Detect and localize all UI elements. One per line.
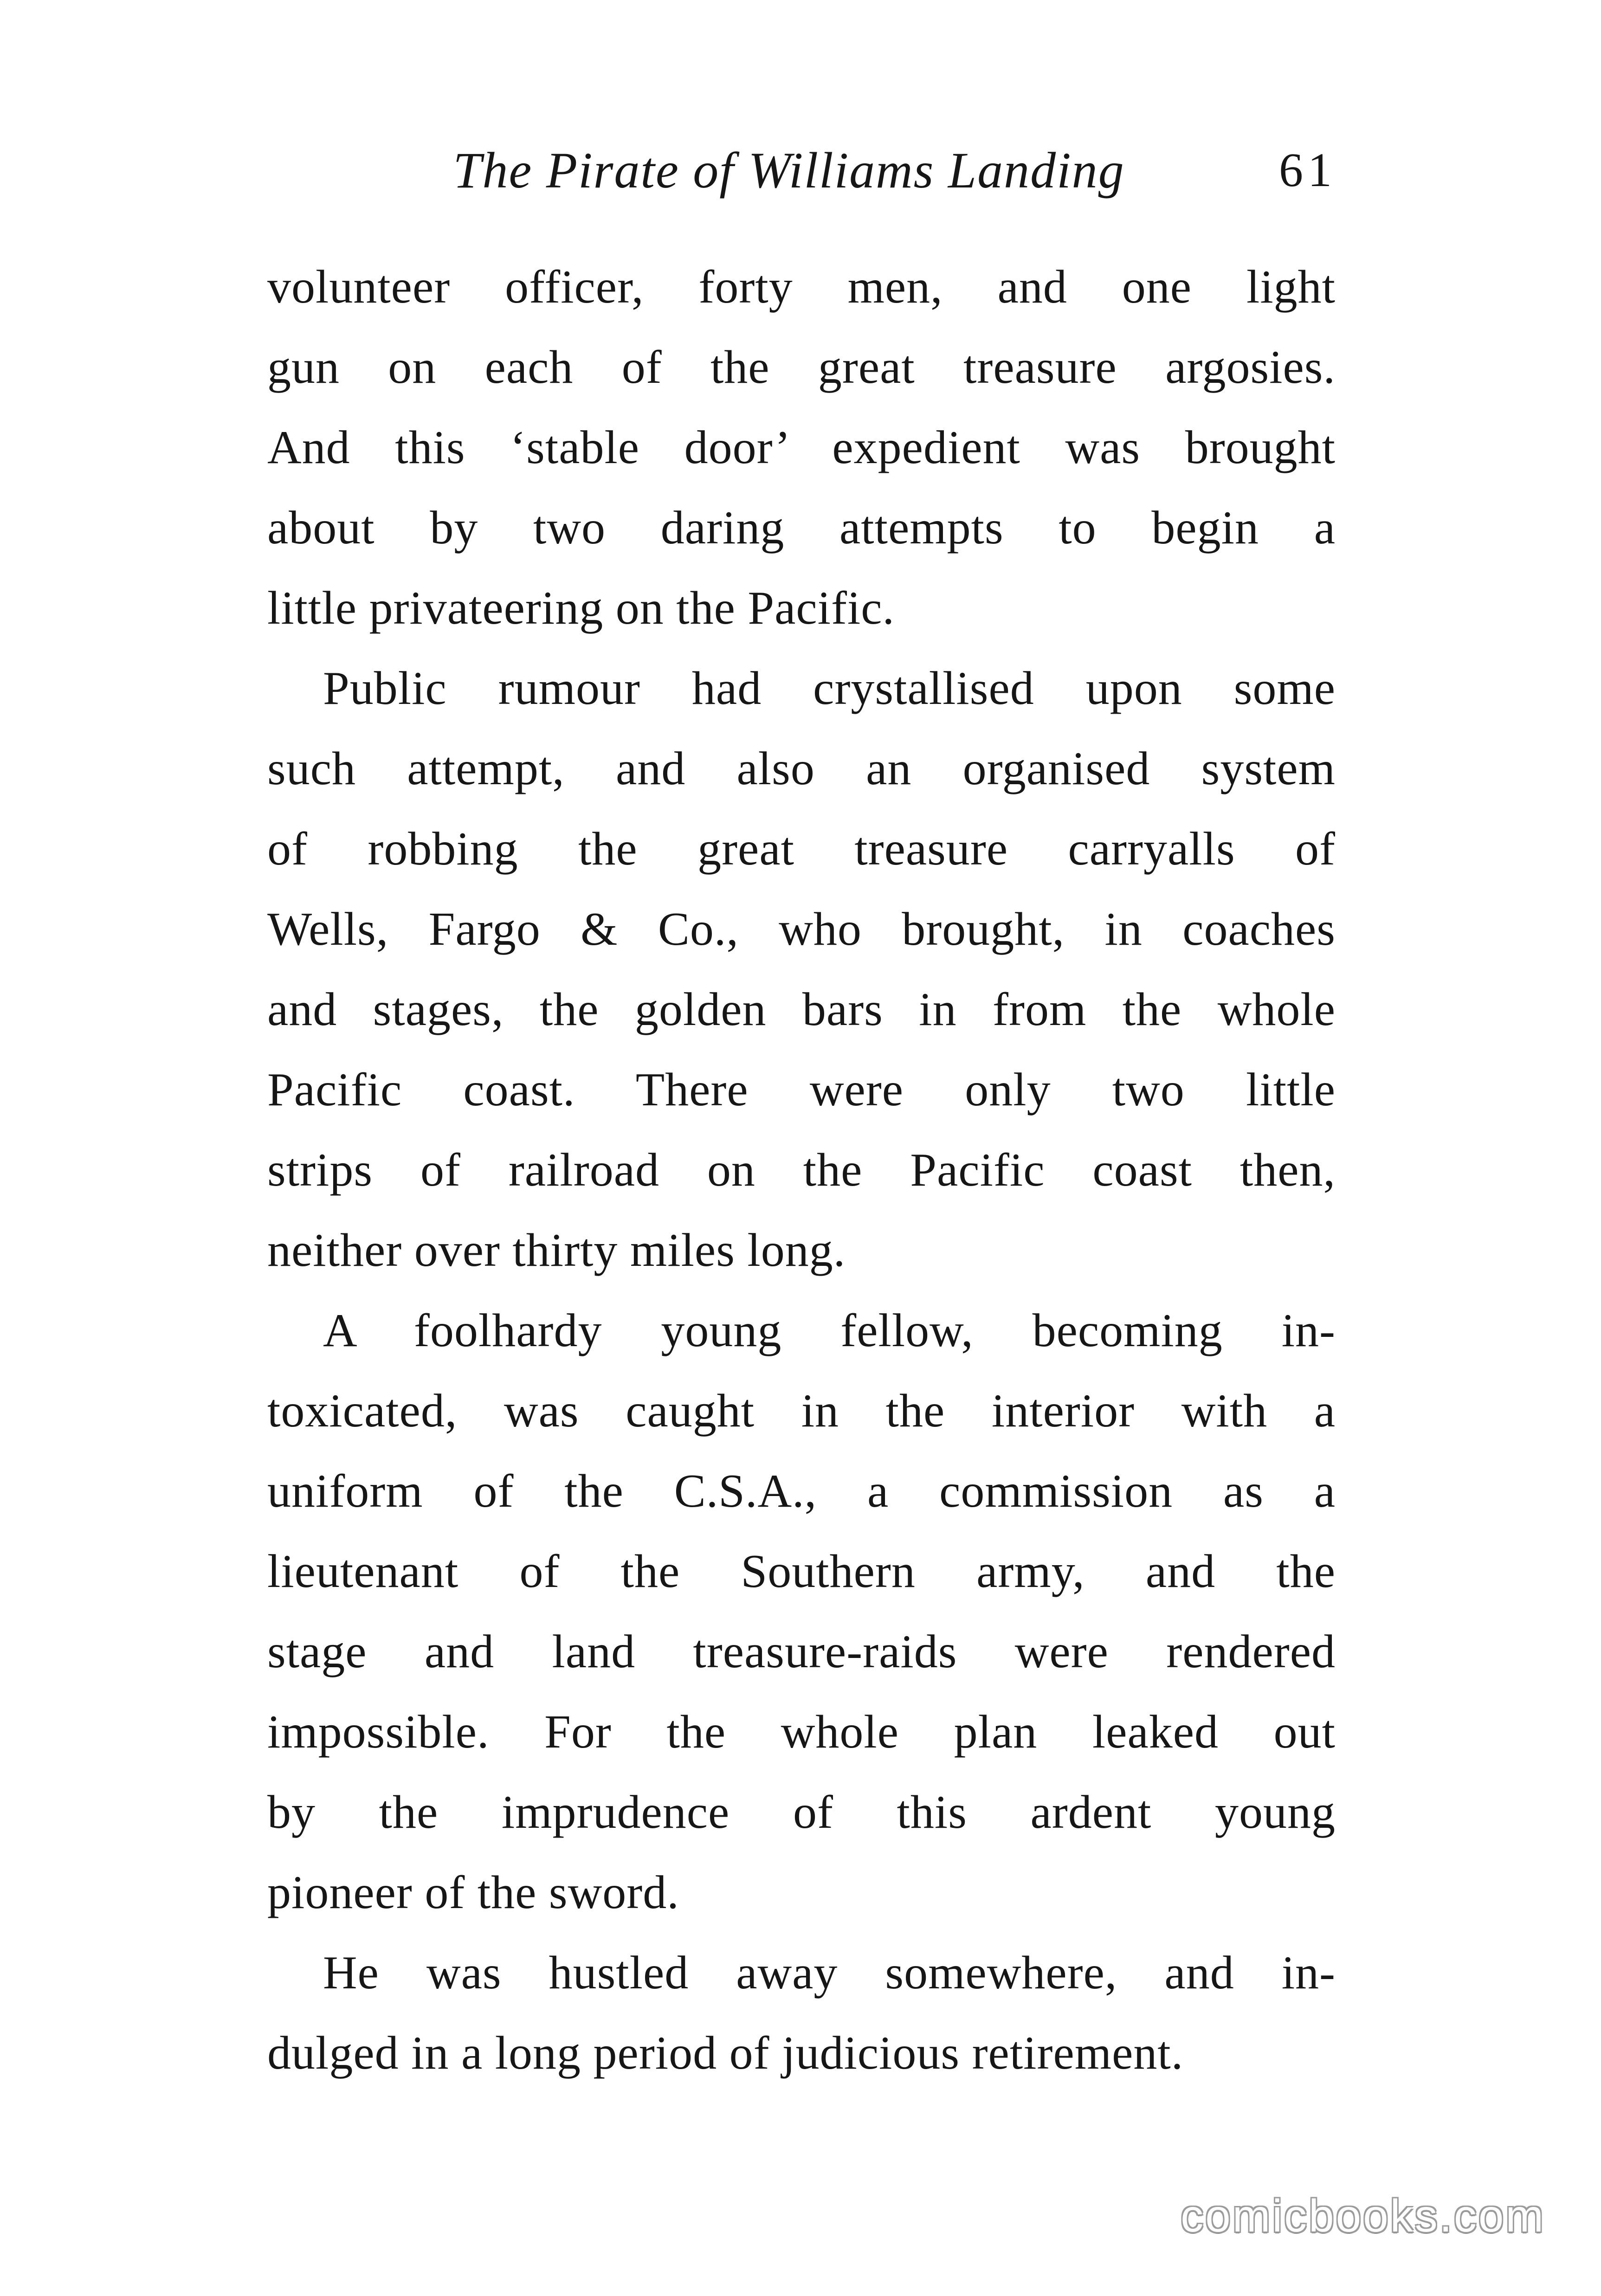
text-line: about by two daring attempts to begin a — [267, 502, 1336, 554]
text-line: volunteer officer, forty men, and one light — [267, 261, 1336, 313]
text-line: gun on each of the great treasure argosies. — [267, 341, 1336, 393]
text-line: strips of railroad on the Pacific coast then, — [267, 1144, 1336, 1196]
text-line: dulged in a long period of judicious retirement. — [267, 2027, 1184, 2079]
text-line: He was hustled away somewhere, and in- — [323, 1947, 1336, 1999]
text-line: little privateering on the Pacific. — [267, 582, 895, 634]
text-line: such attempt, and also an organised system — [267, 742, 1336, 795]
body-text — [267, 247, 1336, 2093]
text-line: by the imprudence of this ardent young — [267, 1786, 1336, 1838]
text-line: neither over thirty miles long. — [267, 1224, 846, 1277]
watermark: comicbooks.com — [1181, 2190, 1545, 2241]
text-line: toxicated, was caught in the interior with a — [267, 1385, 1336, 1437]
text-line: lieutenant of the Southern army, and the — [267, 1545, 1336, 1598]
running-head — [269, 130, 1336, 200]
text-line: uniform of the C.S.A., a commission as a — [267, 1465, 1336, 1517]
page-number: 61 — [1279, 143, 1336, 197]
text-line: stage and land treasure-raids were rendered — [267, 1625, 1336, 1678]
text-line: and stages, the golden bars in from the whole — [267, 983, 1336, 1036]
text-line: Pacific coast. There were only two little — [267, 1064, 1336, 1116]
text-line: impossible. For the whole plan leaked out — [267, 1706, 1336, 1758]
text-line: Wells, Fargo & Co., who brought, in coaches — [267, 903, 1336, 955]
text-line: pioneer of the sword. — [267, 1866, 679, 1919]
text-line: A foolhardy young fellow, becoming in- — [323, 1304, 1336, 1357]
text-line: And this ‘stable door’ expedient was brought — [267, 421, 1336, 474]
text-line: Public rumour had crystallised upon some — [323, 662, 1336, 715]
running-title: The Pirate of Williams Landing — [453, 142, 1125, 199]
text-line: of robbing the great treasure carryalls of — [267, 823, 1336, 875]
